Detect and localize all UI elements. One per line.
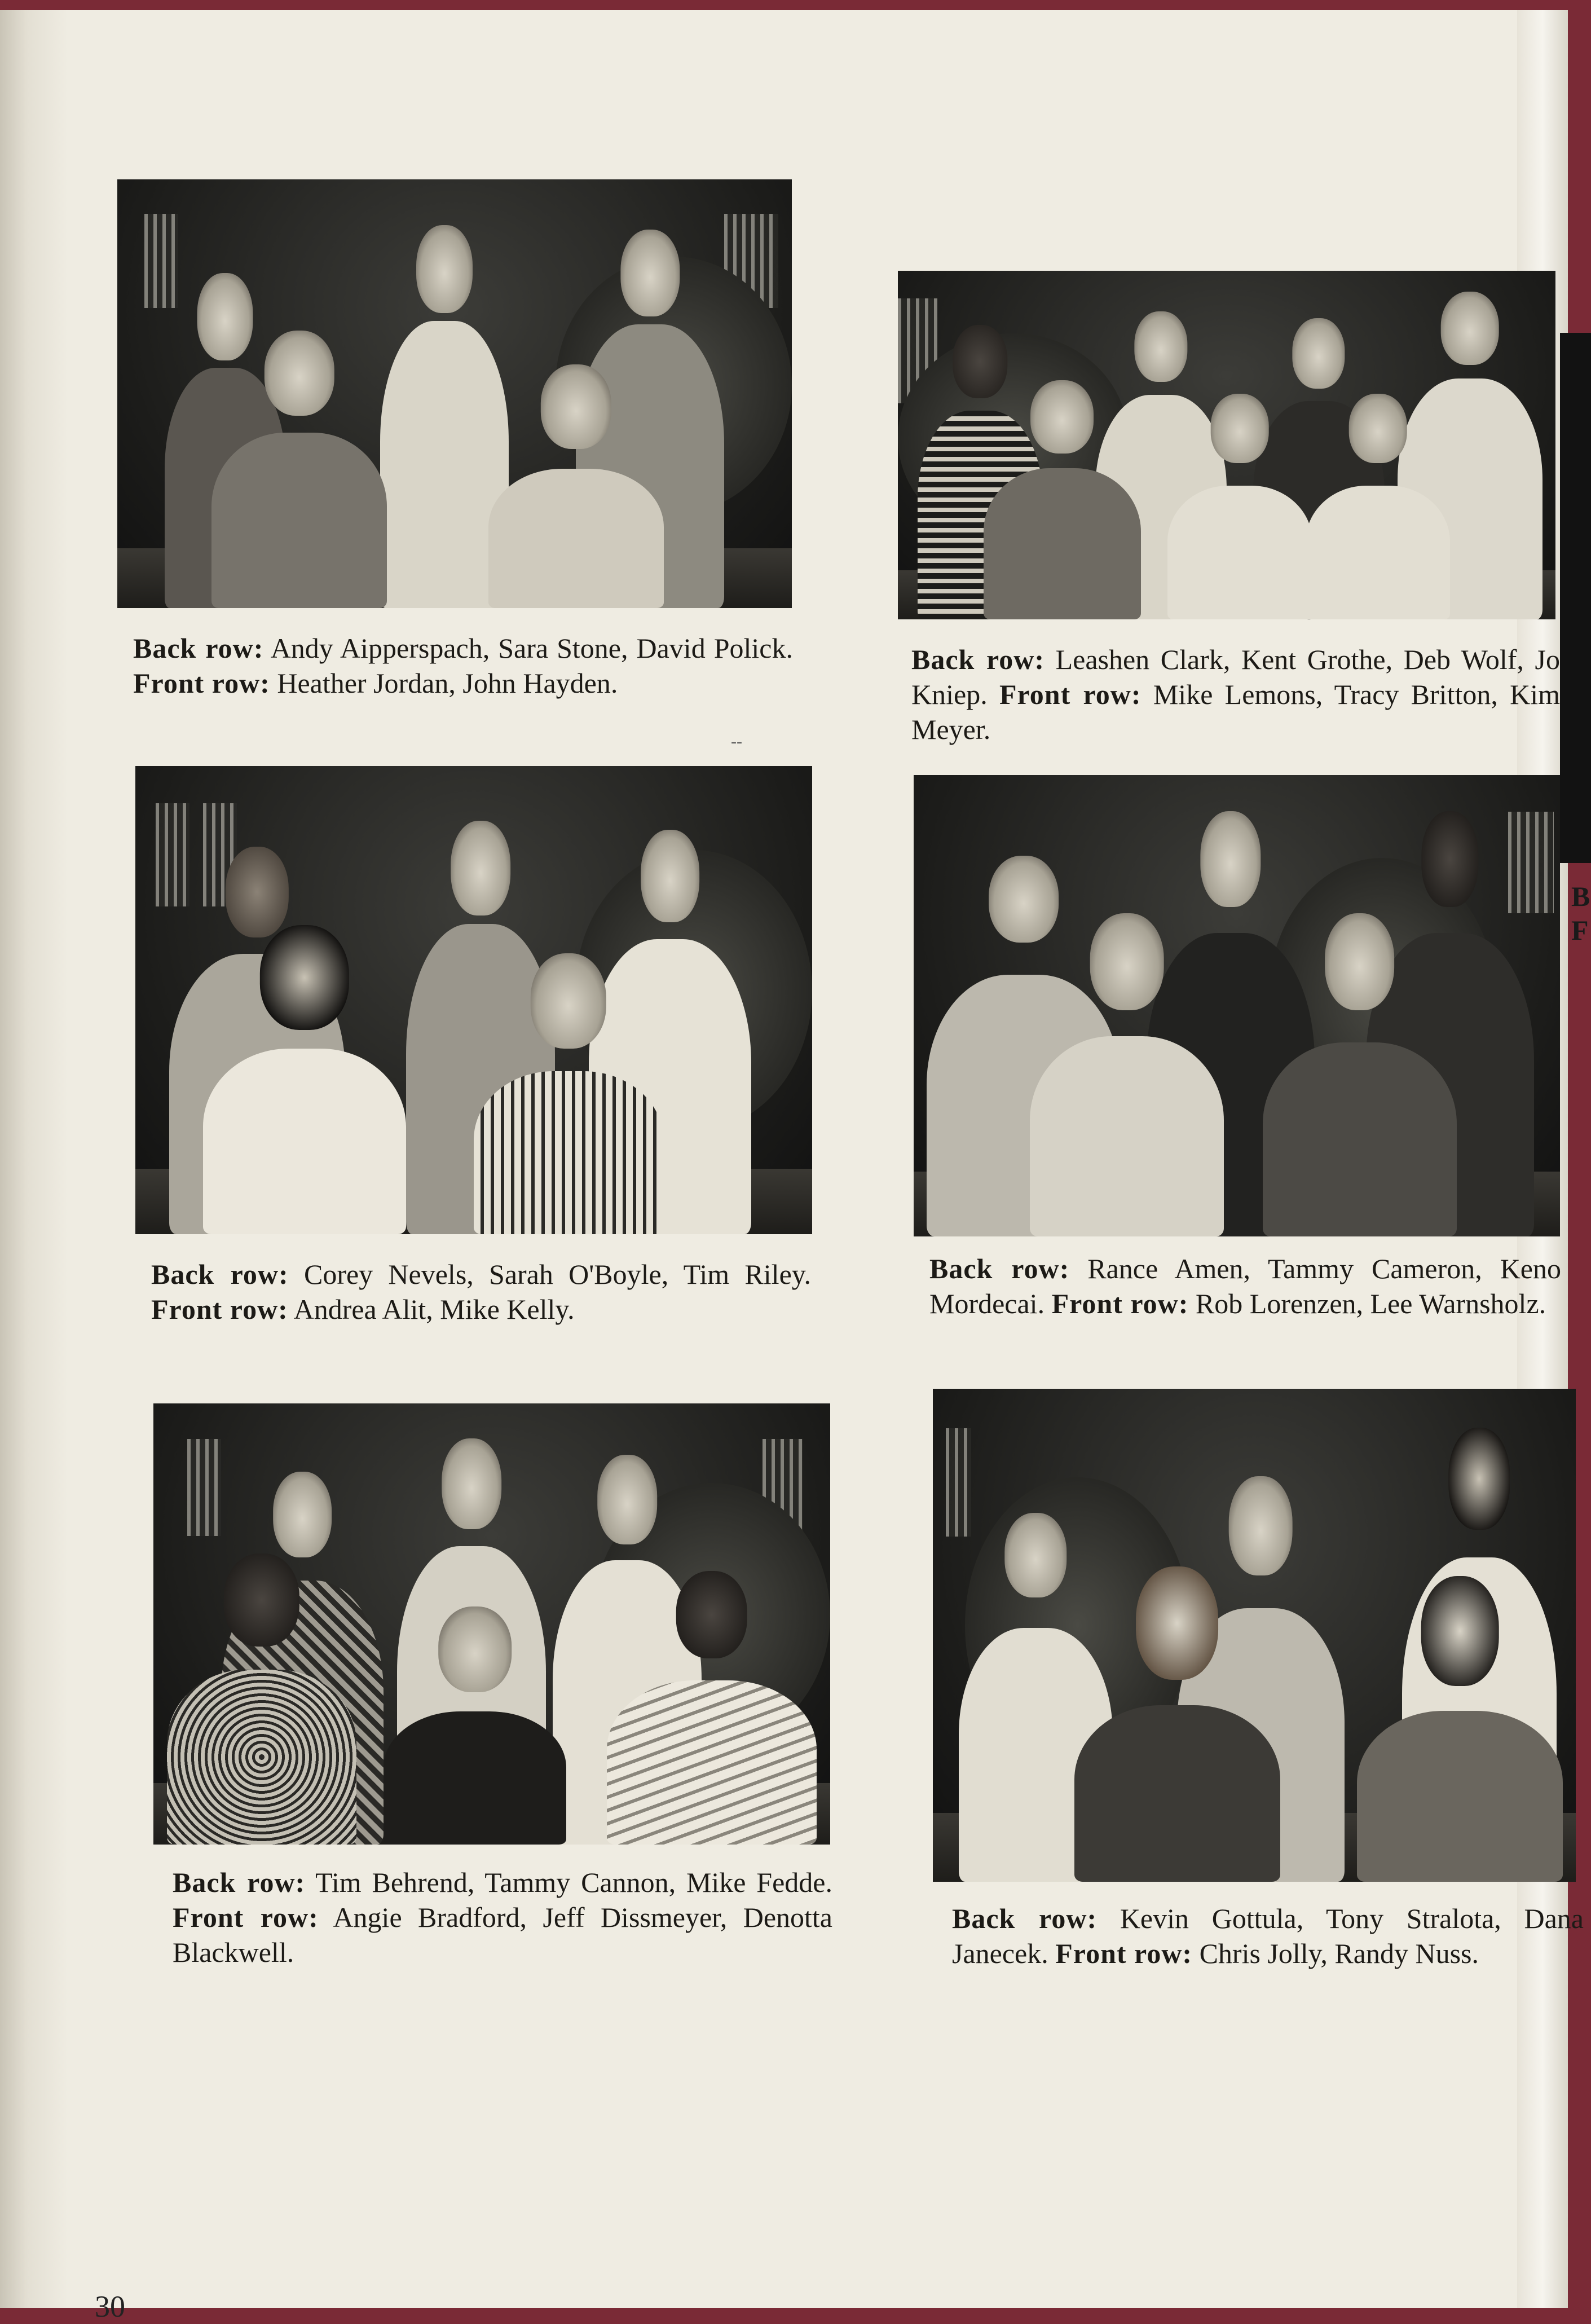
caption-photo-2 [911, 642, 1560, 747]
facing-page-letter: B [1571, 881, 1590, 912]
front-row-label: Front row: [1051, 1288, 1189, 1319]
front-row-names: Andrea Alit, Mike Kelly. [293, 1293, 575, 1325]
back-row-label: Back row: [133, 632, 264, 664]
back-row-label: Back row: [151, 1258, 289, 1290]
front-row-names: Angie Bradford, Jeff Dissmeyer, Denotta Blackwell. [173, 1902, 832, 1968]
caption-photo-6 [952, 1901, 1584, 1971]
caption-photo-1 [133, 631, 793, 701]
front-row-label: Front row: [151, 1293, 288, 1325]
front-row-label: Front row: [999, 679, 1142, 710]
back-row-names: Andy Aipperspach, Sara Stone, David Polick. [270, 632, 793, 664]
facing-page-letter: F [1571, 914, 1589, 946]
class-photo-3 [135, 766, 812, 1234]
back-row-names: Corey Nevels, Sarah O'Boyle, Tim Riley. [303, 1258, 812, 1290]
front-row-label: Front row: [133, 667, 270, 699]
front-row-names: Heather Jordan, John Hayden. [277, 667, 618, 699]
front-row-names: Chris Jolly, Randy Nuss. [1199, 1938, 1479, 1969]
back-row-label: Back row: [911, 644, 1044, 675]
back-row-names: Leashen Clark, Kent Grothe, Deb Wolf, Jo Kniep. [911, 644, 1560, 710]
back-row-label: Back row: [929, 1253, 1070, 1284]
book-spine [0, 10, 68, 2308]
page-number: 30 [95, 2290, 125, 2323]
back-row-names: Kevin Gottula, Tony Stralota, Dana Janecek. [952, 1903, 1584, 1969]
class-photo-1 [117, 179, 792, 608]
back-row-label: Back row: [952, 1903, 1098, 1934]
back-row-names: Tim Behrend, Tammy Cannon, Mike Fedde. [315, 1867, 832, 1898]
class-photo-2 [898, 271, 1555, 619]
class-photo-4 [914, 775, 1560, 1236]
front-row-label: Front row: [173, 1902, 319, 1933]
class-photo-5 [153, 1403, 830, 1845]
facing-page-photo-edge [1560, 333, 1591, 863]
front-row-label: Front row: [1055, 1938, 1193, 1969]
back-row-names: Rance Amen, Tammy Cameron, Keno Mordecai. [929, 1253, 1561, 1319]
caption-photo-4 [929, 1251, 1561, 1321]
caption-photo-3 [151, 1257, 811, 1327]
class-photo-6 [933, 1389, 1576, 1882]
front-row-names: Mike Lemons, Tracy Britton, Kim Meyer. [911, 679, 1561, 745]
yearbook-page: Back row: Andy Aipperspach, Sara Stone, David Polick. Front row: Heather Jordan, John Hayden. -- Back row: Leashen Clark, Kent Grothe, Deb Wolf, Jo Kniep. Front row: Mike Lemons, Tracy Britton, Kim Meyer. Back row: Corey Nevels, Sarah O'Boyle, Tim Riley. Front row: Andrea Alit, Mike Kelly. Back row: Rance Amen, Tammy Cameron, Keno Mordecai. Front row: Rob Lorenzen, Lee Warnsholz. Back row: Tim Behrend, Tammy Cannon, Mike Fedde. Front row: Angie Bradford, Jeff Dissmeyer, Denotta Blackwell. Back row: Kevin Gottula, Tony Stralota, Dana Janecek. Front row: Chris Jolly, Randy Nuss. 30 [0, 10, 1568, 2308]
front-row-names: Rob Lorenzen, Lee Warnsholz. [1195, 1288, 1546, 1319]
caption-photo-5 [173, 1865, 832, 1970]
back-row-label: Back row: [173, 1867, 306, 1898]
